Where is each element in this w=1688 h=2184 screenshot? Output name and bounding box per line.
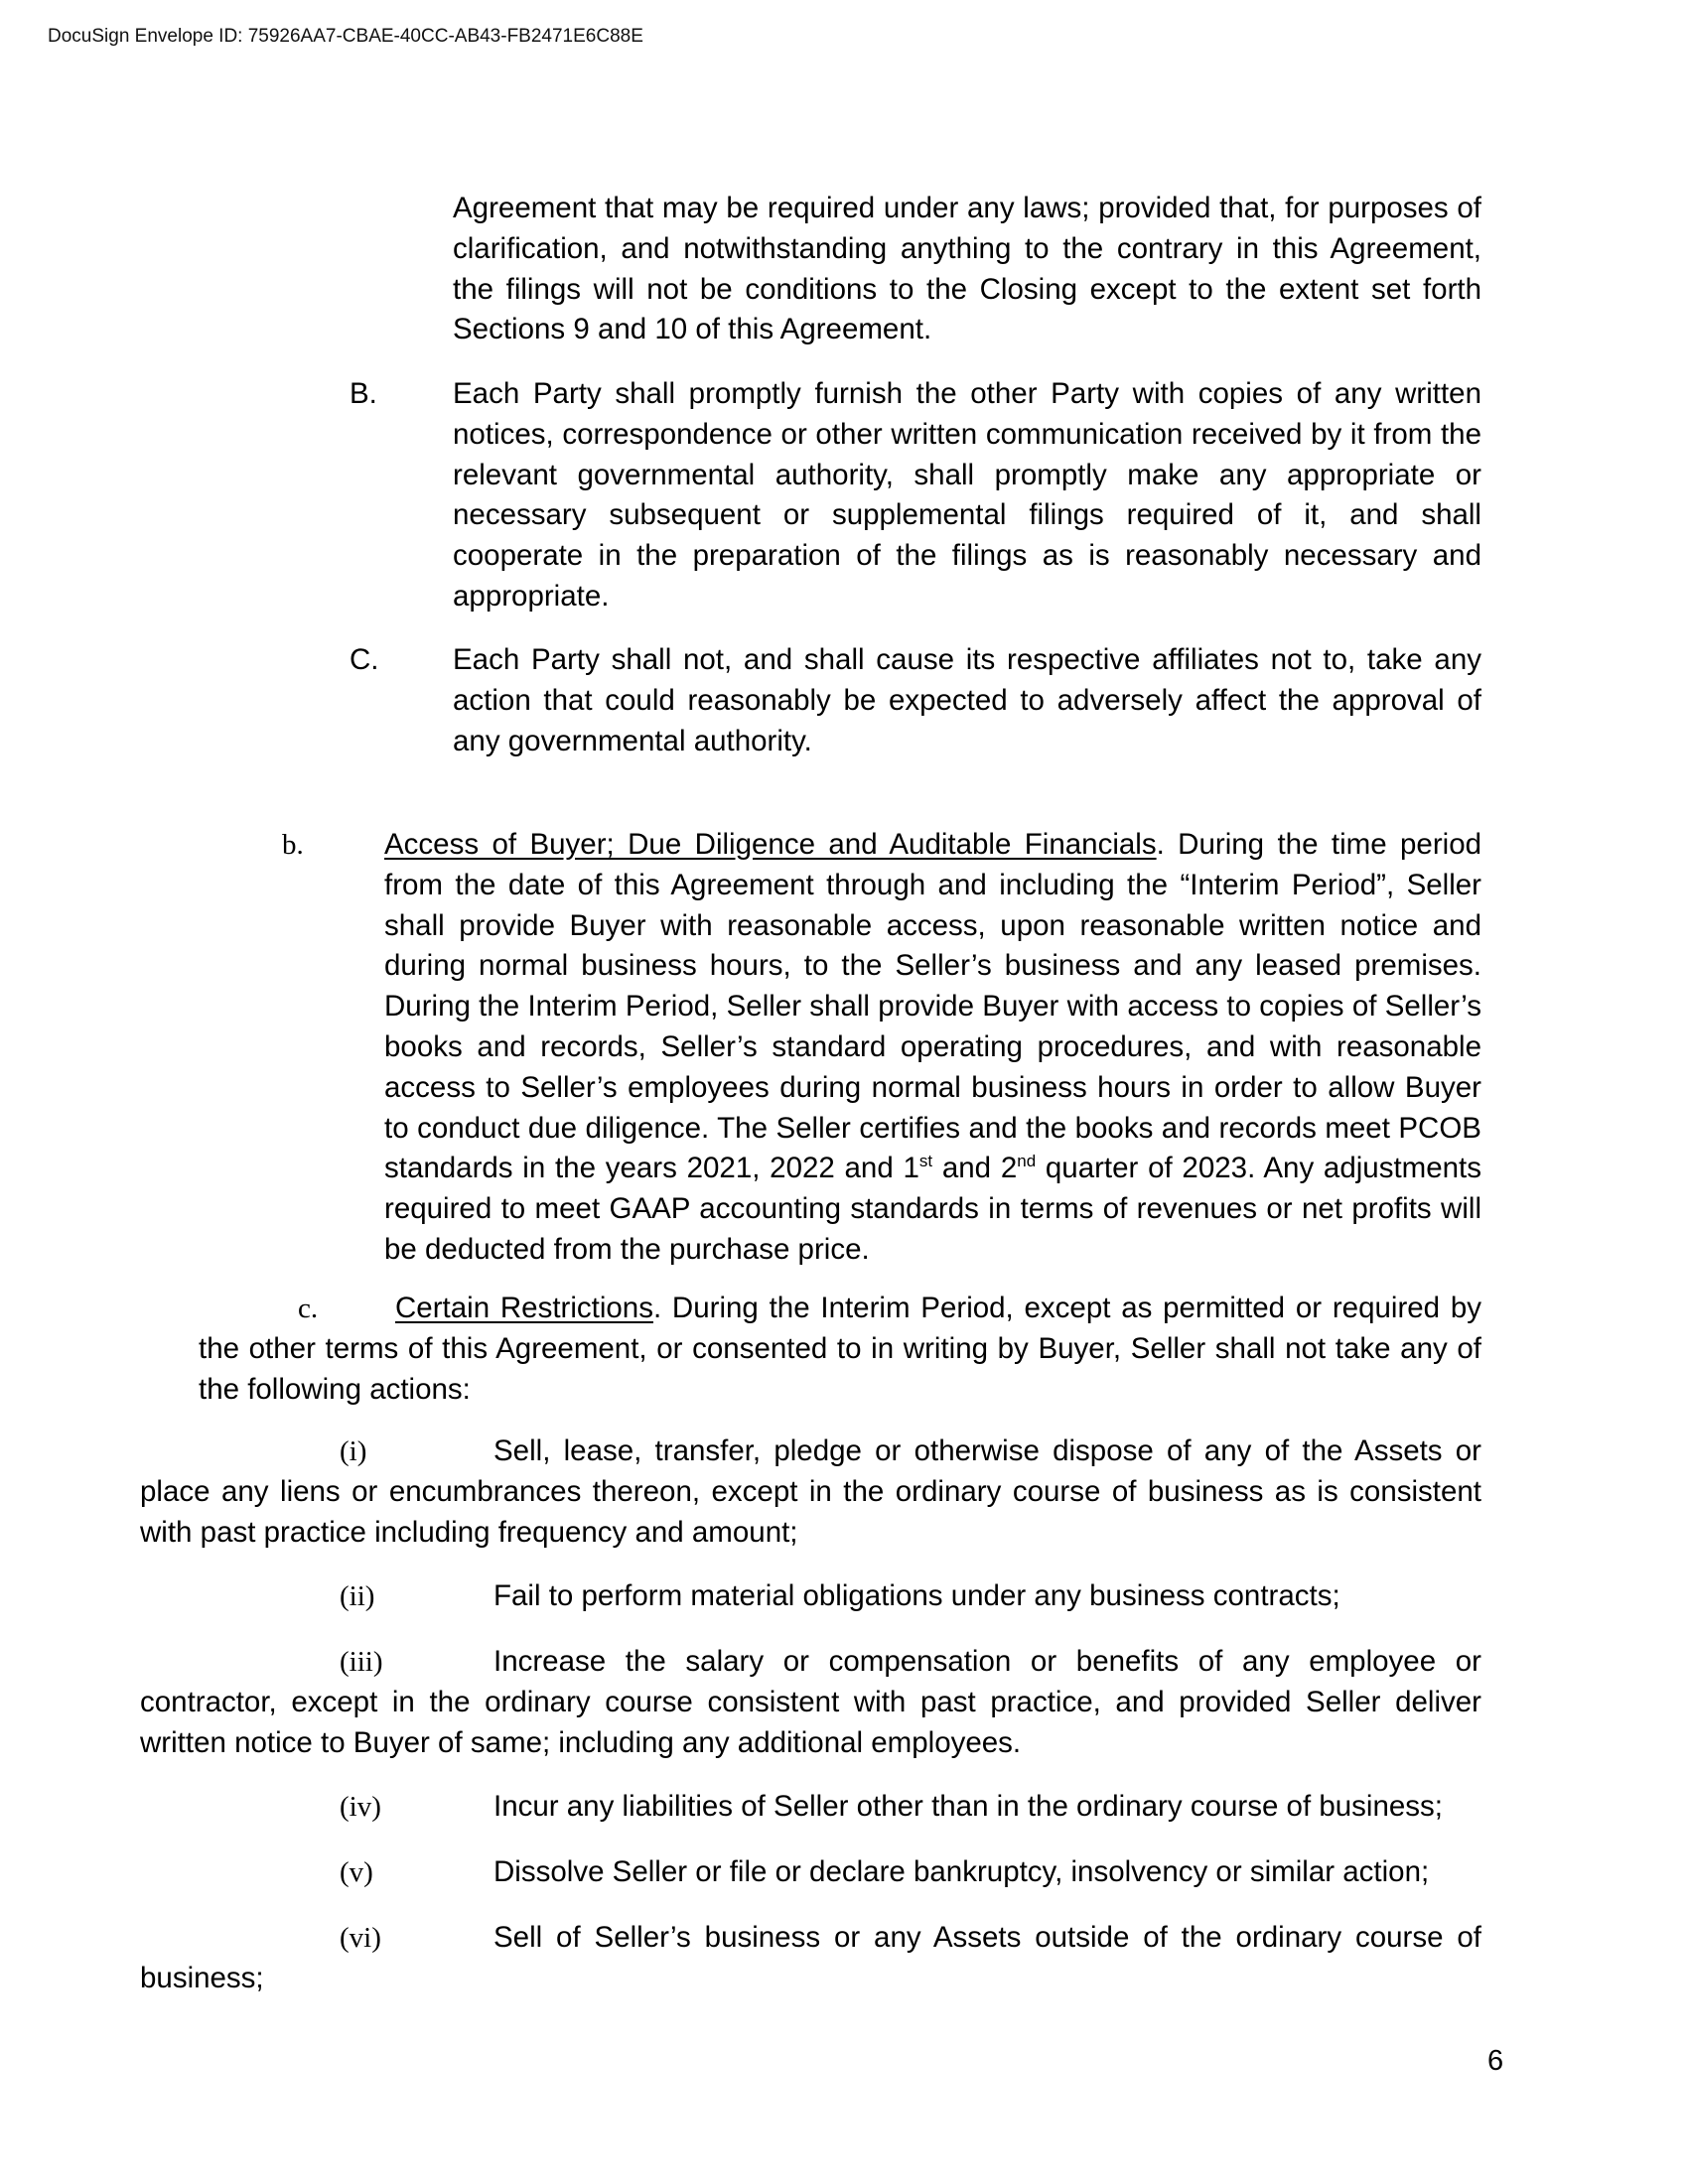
item-marker: (iv) xyxy=(340,1791,381,1823)
section-c-paragraph xyxy=(199,1289,1481,1410)
ordinal-suffix-st: st xyxy=(918,1152,933,1171)
section-b-text-2: and 2 xyxy=(932,1152,1018,1185)
item-marker: (i) xyxy=(340,1435,367,1467)
item-continuation: contractor, except in the ordinary course consistent with past practice, and provided Seller deliver written notice to Buyer of same; including any additional employees. xyxy=(140,1686,1481,1759)
item-marker: (iii) xyxy=(340,1646,383,1678)
subsection-c-text: Each Party shall not, and shall cause its respective affiliates not to, take any action that could reasonably be expected to adversely affect the approval of any governmental authority. xyxy=(453,643,1481,757)
item-marker: (vi) xyxy=(340,1922,381,1954)
item-text: Sell, lease, transfer, pledge or otherwise dispose of any of the Assets or xyxy=(493,1434,1481,1467)
subsection-b-text: Each Party shall promptly furnish the other Party with copies of any written notices, correspondence or other written communication received by it from the relevant governmental authority, shall promptly make any appropriate or necessary subsequent or supplemental filings required of it, and shall cooperate in the preparation of the filings as is reasonably necessary and appropriate. xyxy=(453,377,1481,613)
page-number: 6 xyxy=(1487,2045,1504,2077)
carryover-paragraph: Agreement that may be required under any laws; provided that, for purposes of clarification, and notwithstanding anything to the contrary in this Agreement, the filings will not be conditions to the Closing except to the extent set forth Sections 9 and 10 of this Agreement. xyxy=(453,192,1481,346)
item-text: Sell of Seller’s business or any Assets outside of the ordinary course of xyxy=(493,1921,1481,1954)
section-b-text-1: . During the time period from the date of this Agreement through and including the “Interim Period”, Seller shall provide Buyer with reasonable access, upon reasonable written notice and during normal business hours, to the Seller’s business and any leased premises. During the Interim Period, Seller shall provide Buyer with access to copies of Seller’s books and records, Seller’s standard operating procedures, and with reasonable access to Seller’s employees during normal business hours in order to allow Buyer to conduct due diligence. The Seller certifies and the books and records meet PCOB standards in the years 2021, 2022 and 1 xyxy=(384,828,1482,1185)
section-b-paragraph xyxy=(384,825,1481,1271)
section-c-marker: c. xyxy=(298,1293,319,1324)
subsection-b-marker: B. xyxy=(350,377,377,410)
item-text: Increase the salary or compensation or benefits of any employee or xyxy=(493,1645,1481,1678)
item-continuation: place any liens or encumbrances thereon, except in the ordinary course of business as is consistent with past practice including frequency and amount; xyxy=(140,1475,1481,1549)
envelope-id-header: DocuSign Envelope ID: 75926AA7-CBAE-40CC-AB43-FB2471E6C88E xyxy=(48,26,643,47)
subsection-c-marker: C. xyxy=(350,643,379,676)
section-b-heading: Access of Buyer; Due Diligence and Auditable Financials xyxy=(384,828,1157,861)
item-continuation: business; xyxy=(140,1962,264,1994)
ordinal-suffix-nd: nd xyxy=(1017,1152,1037,1171)
item-marker: (v) xyxy=(340,1856,373,1888)
section-c-text: . During the Interim Period, except as permitted or required by the other terms of this Agreement, or consented to in writing by Buyer, Seller shall not take any of the following actions: xyxy=(199,1292,1482,1406)
item-text: Dissolve Seller or file or declare bankruptcy, insolvency or similar action; xyxy=(493,1855,1430,1888)
item-text: Fail to perform material obligations under any business contracts; xyxy=(493,1579,1340,1612)
section-b-text-3: quarter of 2023. Any adjustments required to meet GAAP accounting standards in terms of revenues or net profits will be deducted from the purchase price. xyxy=(384,1152,1481,1266)
section-b-marker: b. xyxy=(282,829,304,861)
section-c-heading: Certain Restrictions xyxy=(395,1292,653,1324)
item-marker: (ii) xyxy=(340,1580,375,1612)
item-text: Incur any liabilities of Seller other than in the ordinary course of business; xyxy=(493,1790,1443,1823)
